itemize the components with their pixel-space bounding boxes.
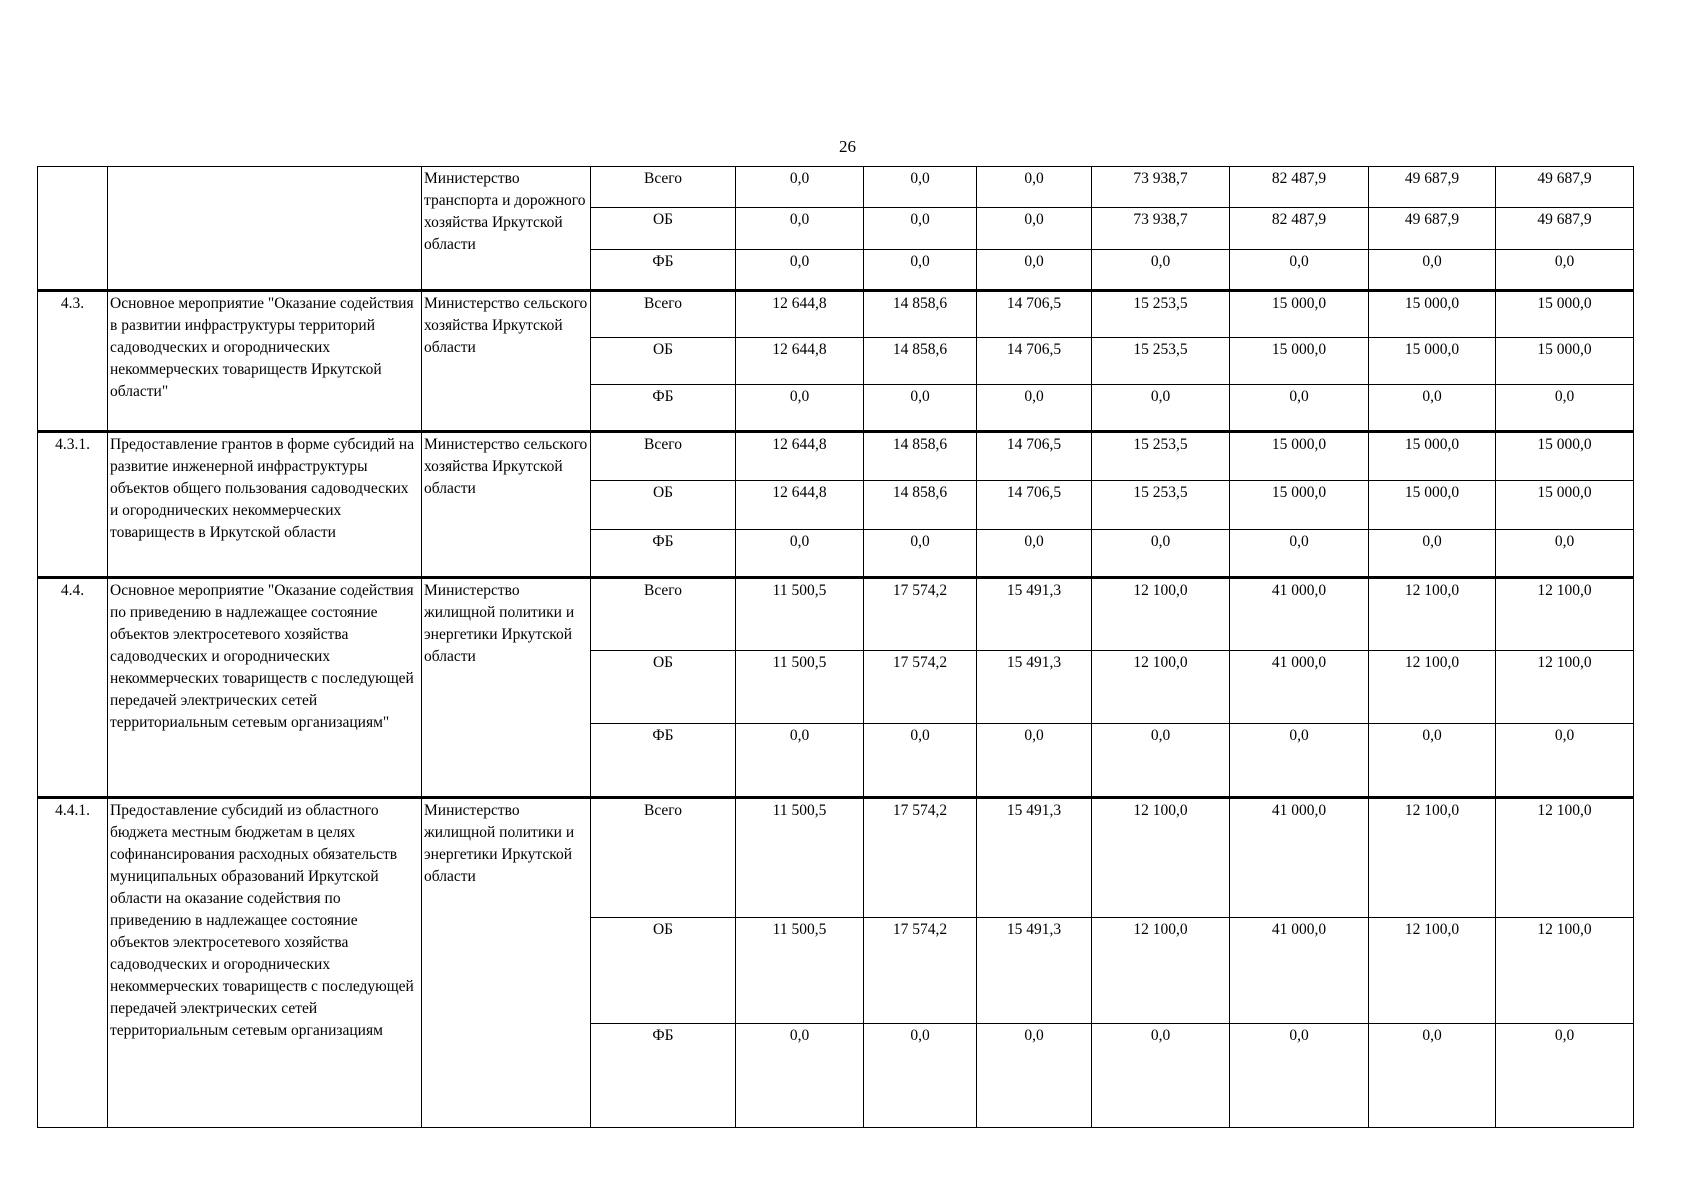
amount-cell: 11 500,5 [736,797,864,917]
amount-cell: 12 100,0 [1496,917,1634,1023]
amount-cell: 49 687,9 [1369,207,1496,249]
amount-cell: 15 253,5 [1092,431,1230,480]
amount-cell: 15 000,0 [1496,338,1634,385]
funding-source-cell: ФБ [591,1023,736,1127]
funding-source-cell: Всего [591,291,736,338]
amount-cell: 12 100,0 [1369,797,1496,917]
funding-source-cell: Всего [591,431,736,480]
amount-cell: 0,0 [977,385,1092,432]
amount-cell: 0,0 [977,167,1092,208]
funding-source-cell: ФБ [591,249,736,291]
funding-source-cell: ОБ [591,651,736,724]
amount-cell: 14 858,6 [864,480,977,529]
amount-cell: 15 253,5 [1092,338,1230,385]
amount-cell: 12 644,8 [736,431,864,480]
amount-cell: 14 706,5 [977,431,1092,480]
row-organization: Министерство транспорта и дорожного хозяйства Иркутской области [422,167,591,291]
amount-cell: 82 487,9 [1230,167,1369,208]
table-row [38,291,1634,338]
funding-source-cell: ОБ [591,480,736,529]
table-row [38,167,1634,208]
amount-cell: 11 500,5 [736,917,864,1023]
amount-cell: 0,0 [1369,724,1496,797]
amount-cell: 0,0 [977,1023,1092,1127]
amount-cell: 12 100,0 [1092,577,1230,650]
row-organization: Министерство жилищной политики и энергетики Иркутской области [422,797,591,1127]
amount-cell: 15 491,3 [977,651,1092,724]
amount-cell: 0,0 [864,207,977,249]
amount-cell: 17 574,2 [864,577,977,650]
funding-source-cell: ФБ [591,385,736,432]
amount-cell: 11 500,5 [736,577,864,650]
amount-cell: 12 644,8 [736,480,864,529]
amount-cell: 0,0 [977,529,1092,577]
amount-cell: 15 000,0 [1230,431,1369,480]
amount-cell: 12 100,0 [1496,651,1634,724]
amount-cell: 0,0 [977,207,1092,249]
amount-cell: 0,0 [736,385,864,432]
amount-cell: 15 000,0 [1496,291,1634,338]
amount-cell: 0,0 [1230,529,1369,577]
row-index: 4.3.1. [38,431,108,577]
budget-table [37,166,1634,1128]
funding-source-cell: Всего [591,797,736,917]
funding-source-cell: ОБ [591,207,736,249]
amount-cell: 12 100,0 [1369,577,1496,650]
amount-cell: 0,0 [1092,385,1230,432]
amount-cell: 12 100,0 [1092,797,1230,917]
row-index: 4.3. [38,291,108,432]
funding-source-cell: ОБ [591,338,736,385]
amount-cell: 0,0 [1092,1023,1230,1127]
row-organization: Министерство сельского хозяйства Иркутской области [422,431,591,577]
amount-cell: 0,0 [864,529,977,577]
amount-cell: 12 100,0 [1369,651,1496,724]
amount-cell: 0,0 [1369,385,1496,432]
amount-cell: 0,0 [1496,385,1634,432]
table-row [38,797,1634,917]
row-description: Основное мероприятие "Оказание содействия по приведению в надлежащее состояние объектов электросетевого хозяйства садоводческих и огороднических некоммерческих товариществ с последующей передачей электрических сетей территориальным сетевым организациям" [108,577,422,797]
amount-cell: 15 253,5 [1092,480,1230,529]
amount-cell: 14 706,5 [977,480,1092,529]
amount-cell: 14 706,5 [977,291,1092,338]
amount-cell: 17 574,2 [864,917,977,1023]
amount-cell: 0,0 [736,249,864,291]
amount-cell: 0,0 [1496,724,1634,797]
amount-cell: 49 687,9 [1496,167,1634,208]
amount-cell: 15 253,5 [1092,291,1230,338]
amount-cell: 12 100,0 [1369,917,1496,1023]
amount-cell: 0,0 [1496,529,1634,577]
funding-source-cell: Всего [591,167,736,208]
amount-cell: 0,0 [1369,1023,1496,1127]
amount-cell: 15 000,0 [1230,480,1369,529]
amount-cell: 17 574,2 [864,797,977,917]
amount-cell: 0,0 [864,167,977,208]
funding-source-cell: Всего [591,577,736,650]
funding-source-cell: ФБ [591,529,736,577]
amount-cell: 15 000,0 [1496,480,1634,529]
amount-cell: 0,0 [864,385,977,432]
row-description: Предоставление субсидий из областного бюджета местным бюджетам в целях софинансирования расходных обязательств муниципальных образований Иркутской области на оказание содействия по приведению в надлежащее состояние объектов электросетевого хозяйства садоводческих и огороднических некоммерческих товариществ с последующей передачей электрических сетей территориальным сетевым организациям [108,797,422,1127]
amount-cell: 12 644,8 [736,338,864,385]
amount-cell: 0,0 [1092,724,1230,797]
amount-cell: 14 858,6 [864,338,977,385]
amount-cell: 12 100,0 [1496,797,1634,917]
amount-cell: 15 000,0 [1369,431,1496,480]
amount-cell: 0,0 [977,724,1092,797]
table-row [38,431,1634,480]
page-number: 26 [839,137,856,156]
amount-cell: 41 000,0 [1230,797,1369,917]
amount-cell: 41 000,0 [1230,651,1369,724]
amount-cell: 15 000,0 [1496,431,1634,480]
amount-cell: 0,0 [1230,385,1369,432]
amount-cell: 73 938,7 [1092,207,1230,249]
amount-cell: 0,0 [736,1023,864,1127]
row-index: 4.4.1. [38,797,108,1127]
amount-cell: 14 858,6 [864,291,977,338]
amount-cell: 49 687,9 [1496,207,1634,249]
row-index [38,167,108,291]
amount-cell: 0,0 [1092,249,1230,291]
amount-cell: 15 000,0 [1230,291,1369,338]
amount-cell: 15 491,3 [977,797,1092,917]
row-organization: Министерство жилищной политики и энергетики Иркутской области [422,577,591,797]
amount-cell: 0,0 [1496,1023,1634,1127]
amount-cell: 15 000,0 [1369,480,1496,529]
amount-cell: 15 491,3 [977,917,1092,1023]
amount-cell: 0,0 [864,724,977,797]
amount-cell: 14 706,5 [977,338,1092,385]
amount-cell: 12 644,8 [736,291,864,338]
funding-source-cell: ФБ [591,724,736,797]
amount-cell: 15 491,3 [977,577,1092,650]
amount-cell: 82 487,9 [1230,207,1369,249]
amount-cell: 0,0 [864,249,977,291]
amount-cell: 49 687,9 [1369,167,1496,208]
amount-cell: 0,0 [1496,249,1634,291]
amount-cell: 12 100,0 [1496,577,1634,650]
amount-cell: 15 000,0 [1369,338,1496,385]
amount-cell: 0,0 [736,724,864,797]
amount-cell: 17 574,2 [864,651,977,724]
amount-cell: 0,0 [736,207,864,249]
amount-cell: 12 100,0 [1092,651,1230,724]
amount-cell: 14 858,6 [864,431,977,480]
amount-cell: 0,0 [1369,249,1496,291]
amount-cell: 0,0 [1230,1023,1369,1127]
amount-cell: 11 500,5 [736,651,864,724]
funding-source-cell: ОБ [591,917,736,1023]
amount-cell: 0,0 [864,1023,977,1127]
row-index: 4.4. [38,577,108,797]
row-description: Предоставление грантов в форме субсидий на развитие инженерной инфраструктуры объектов общего пользования садоводческих и огороднических некоммерческих товариществ в Иркутской области [108,431,422,577]
amount-cell: 15 000,0 [1230,338,1369,385]
amount-cell: 0,0 [736,529,864,577]
table-row [38,577,1634,650]
amount-cell: 15 000,0 [1369,291,1496,338]
amount-cell: 0,0 [736,167,864,208]
amount-cell: 0,0 [1230,249,1369,291]
amount-cell: 0,0 [1369,529,1496,577]
amount-cell: 0,0 [1230,724,1369,797]
amount-cell: 41 000,0 [1230,577,1369,650]
row-description [108,167,422,291]
row-organization: Министерство сельского хозяйства Иркутской области [422,291,591,432]
amount-cell: 0,0 [1092,529,1230,577]
amount-cell: 12 100,0 [1092,917,1230,1023]
amount-cell: 73 938,7 [1092,167,1230,208]
row-description: Основное мероприятие "Оказание содействия в развитии инфраструктуры территорий садоводческих и огороднических некоммерческих товариществ Иркутской области" [108,291,422,432]
amount-cell: 41 000,0 [1230,917,1369,1023]
amount-cell: 0,0 [977,249,1092,291]
